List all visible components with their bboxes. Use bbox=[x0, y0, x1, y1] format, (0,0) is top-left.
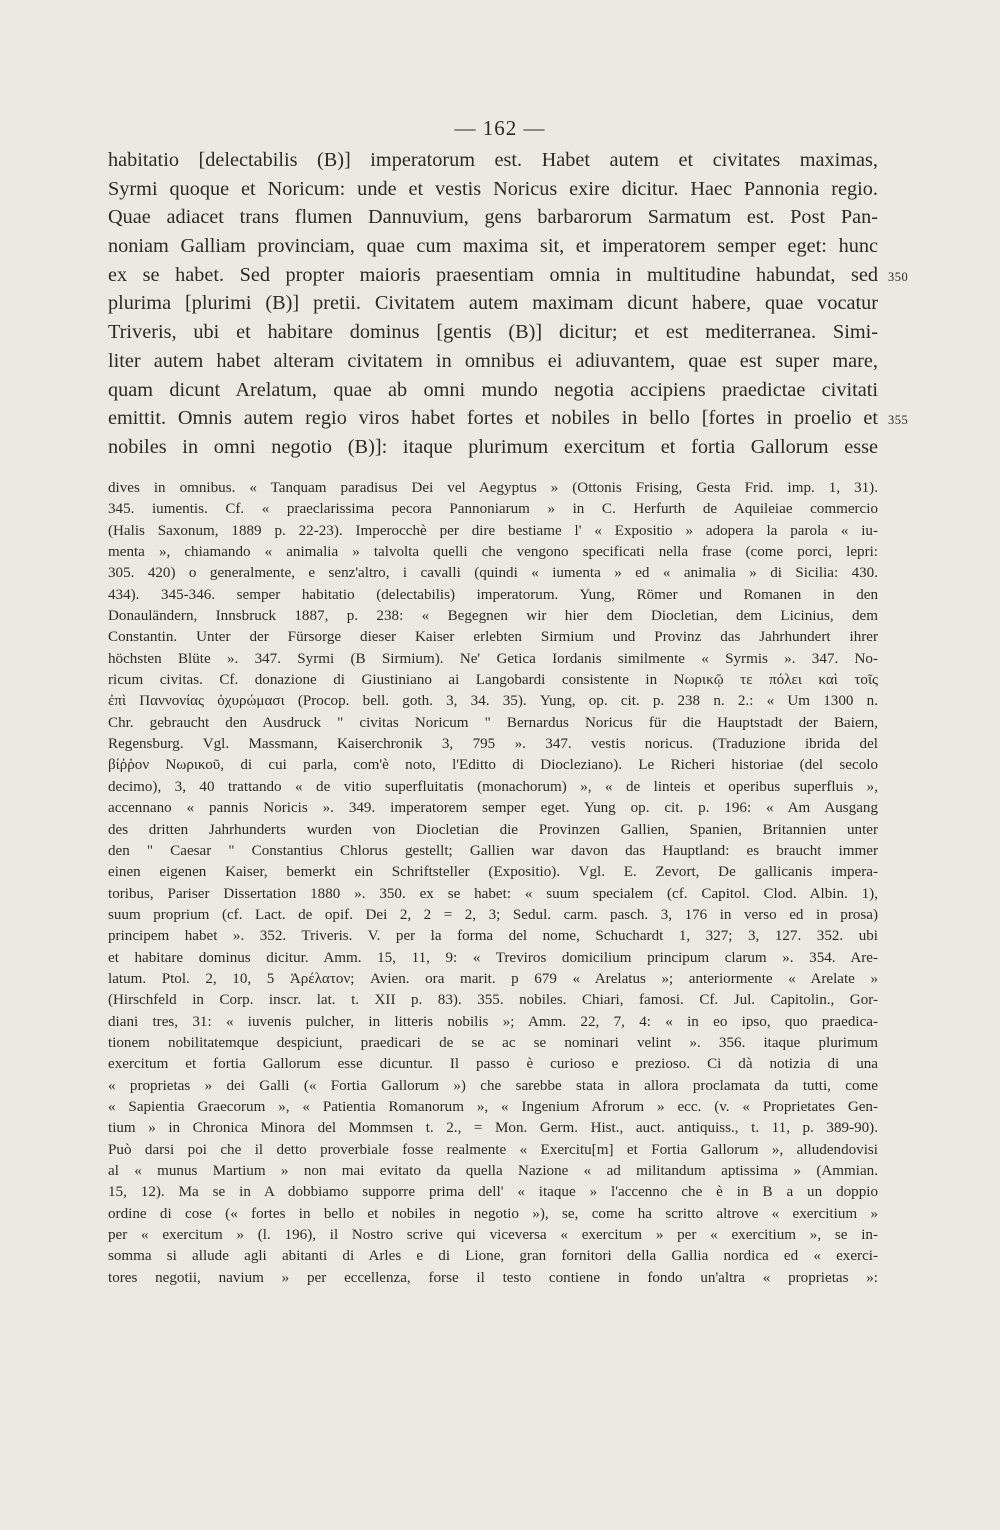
footnote-line: toribus, Pariser Dissertation 1880 ». 350. ex se habet: « suum specialem (cf. Capitol. Clod. Albin. 1), bbox=[108, 885, 878, 902]
footnote-line: tores negotii, navium » per eccellenza, forse il testo contiene in fondo un'altra « proprietas »: bbox=[108, 1269, 878, 1286]
main-text-line bbox=[108, 433, 878, 462]
footnotes bbox=[108, 478, 878, 1289]
footnote-line: per « exercitum » (l. 196), il Nostro scrive qui viceversa « exercitum » per « exercitium », se in- bbox=[108, 1227, 878, 1244]
footnote-line: 434). 345-346. semper habitatio (delectabilis) imperatorum. Yung, Römer und Romanen in den bbox=[108, 586, 878, 603]
main-text-line-content: ex se habet. Sed propter maioris praesentiam omnia in multitudine habundat, sed bbox=[108, 263, 878, 286]
footnote-line: Donauländern, Innsbruck 1887, p. 238: « Begegnen wir hier dem Diocletian, dem Licinius, dem bbox=[108, 608, 878, 625]
footnote-line: dives in omnibus. « Tanquam paradisus Dei vel Aegyptus » (Ottonis Frising, Gesta Frid. imp. 1, 31). bbox=[108, 480, 878, 496]
footnote-line: « proprietas » dei Galli (« Fortia Gallorum ») che sarebbe stata in allora proclamata da tutti, come bbox=[108, 1077, 878, 1094]
main-text-line-content: habitatio [delectabilis (B)] imperatorum est. Habet autem et civitates maximas, bbox=[108, 149, 878, 171]
main-text-line-content: Syrmi quoque et Noricum: unde et vestis Noricus exire dicitur. Haec Pannonia regio. bbox=[108, 177, 878, 200]
footnote-line: Chr. gebraucht den Ausdruck " civitas Noricum " Bernardus Noricus für die Hauptstadt der Baiern, bbox=[108, 714, 878, 731]
main-text-line-content: quam dicunt Arelatum, quae ab omni mundo negotia accipiens praedictae civitati bbox=[108, 378, 878, 401]
footnote-line: somma si allude agli abitanti di Arles e di Lione, gran fornitori della Gallia nordica ed « exerci- bbox=[108, 1248, 878, 1265]
footnote-line: den " Caesar " Constantius Chlorus gestellt; Gallien war davon das Hauptland: es braucht immer bbox=[108, 842, 878, 859]
main-text-line bbox=[108, 376, 878, 405]
footnote-line: « Sapientia Graecorum », « Patientia Romanorum », « Ingenium Afrorum » ecc. (v. « Proprietates Gen- bbox=[108, 1098, 878, 1115]
main-text-line bbox=[108, 289, 878, 318]
main-text-line-content: liter autem habet alteram civitatem in omnibus ei adiuvantem, quae est super mare, bbox=[108, 349, 878, 372]
footnote-line: 305. 420) o generalmente, e senz'altro, i cavalli (quindi « iumenta » ed « animalia » di Sicilia: 430. bbox=[108, 565, 878, 582]
footnote-line: exercitum et fortia Gallorum esse dicuntur. Il passo è curioso e prezioso. Ci dà notizia di una bbox=[108, 1056, 878, 1073]
footnote-line: 345. iumentis. Cf. « praeclarissima pecora Pannoniarum » in C. Herfurth de Aquileiae commercio bbox=[108, 501, 878, 518]
main-text bbox=[108, 146, 909, 462]
main-text-line-content: plurima [plurimi (B)] pretii. Civitatem autem maximam dicunt habere, quae vocatur bbox=[108, 292, 878, 315]
page-number: — 162 — bbox=[454, 116, 546, 140]
footnote-line: Constantin. Unter der Fürsorge dieser Kaiser erlebten Sirmium und Provinz das Jahrhundert ihrer bbox=[108, 629, 878, 646]
footnote-line: al « munus Martium » non mai evitato da quella Nazione « ad militandum aptissima » (Ammian. bbox=[108, 1163, 878, 1179]
footnote-line: einen eigenen Kaiser, bemerkt ein Schriftsteller (Expositio). Vgl. E. Zevort, De gallicanis impera- bbox=[108, 864, 878, 881]
footnote-line: latum. Ptol. 2, 10, 5 Ἀρέλατον; Avien. ora marit. p 679 « Arelatus »; anteriormente « Arelate » bbox=[108, 970, 878, 987]
footnote-line: diani tres, 31: « iuvenis pulcher, in litteris nobilis »; Amm. 22, 7, 4: « in eo ipso, quo praedica- bbox=[108, 1013, 878, 1030]
main-text-line bbox=[108, 232, 878, 261]
footnote-line: (Halis Saxonum, 1889 p. 22-23). Imperocchè per dire bestiame l' « Expositio » adopera la parola « iu- bbox=[108, 522, 878, 539]
footnote-line: ἐπὶ Παννονίας ὀχυρώμασι (Procop. bell. goth. 3, 34. 35). Yung, op. cit. p. 238 n. 2.: « Um 1300 n. bbox=[108, 693, 878, 710]
footnote-line: (Hirschfeld in Corp. inscr. lat. t. XII p. 83). 355. nobiles. Chiari, famosi. Cf. Jul. Capitolin., Gor- bbox=[108, 992, 878, 1009]
main-text-line-content: nobiles in omni negotio (B)]: itaque plurimum exercitum et fortia Gallorum esse bbox=[108, 435, 878, 458]
footnote-line: decimo), 3, 40 trattando « de vitio superfluitatis (monachorum) », « de linteis et operibus superfluis », bbox=[108, 778, 878, 795]
footnote-line: menta », chiamando « animalia » talvolta quelli che vengono specificati nella frase (come porci, lepri: bbox=[108, 544, 878, 561]
main-text-line bbox=[108, 146, 878, 175]
footnote-line: ricum civitas. Cf. donazione di Giustiniano ai Langobardi consistente in Νωρικῷ τε πόλει καὶ τοῖς bbox=[108, 672, 878, 689]
margin-line-number: 350 bbox=[888, 269, 909, 284]
footnote-line: des dritten Jahrhunderts wurden von Diocletian die Provinzen Gallien, Spanien, Britannien unter bbox=[108, 821, 878, 838]
main-text-line bbox=[108, 318, 878, 347]
footnote-line: suum proprium (cf. Lact. de opif. Dei 2, 2 = 2, 3; Sedul. carm. pasch. 3, 176 in verso ed in prosa) bbox=[108, 906, 878, 923]
footnote-line: accennano « pannis Noricis ». 349. imperatorem semper eget. Yung op. cit. p. 196: « Am Ausgang bbox=[108, 800, 878, 817]
footnote-line: ordine di cose (« fortes in bello et nobiles in negotio »), se, come ha scritto altrove « exercitium » bbox=[108, 1205, 878, 1222]
main-text-line bbox=[108, 261, 909, 290]
footnote-line: Può darsi poi che il detto proverbiale fosse realmente « Exercitu[m] et Fortia Gallorum », alludendovisi bbox=[108, 1141, 878, 1158]
footnote-line: 15, 12). Ma se in A dobbiamo supporre prima dell' « itaque » l'accenno che è in B a un doppio bbox=[108, 1184, 878, 1201]
main-text-line bbox=[108, 404, 909, 433]
footnote-line: βίῤῥον Νωρικοῦ, di cui parla, com'è noto, l'Editto di Diocleziano). Le Richeri historiae (del secolo bbox=[108, 757, 878, 774]
main-text-line-content: Quae adiacet trans flumen Dannuvium, gens barbarorum Sarmatum est. Post Pan- bbox=[108, 206, 878, 229]
footnote-line: höchsten Blüte ». 347. Syrmi (B Sirmium). Ne' Getica Iordanis similmente « Syrmis ». 347. No- bbox=[108, 650, 878, 667]
main-text-line-content: noniam Galliam provinciam, quae cum maxima sit, et imperatorem semper eget: hunc bbox=[108, 235, 878, 258]
footnote-line: principem habet ». 352. Triveris. V. per la forma del nome, Schuchardt 1, 327; 3, 127. 352. ubi bbox=[108, 928, 878, 945]
footnote-line: tionem nobilitatemque despiciunt, praedicari de se ac se nominari velint ». 356. itaque plurimum bbox=[108, 1034, 878, 1051]
main-text-line bbox=[108, 175, 878, 204]
margin-line-number: 355 bbox=[888, 413, 909, 428]
footnote-line: Regensburg. Vgl. Massmann, Kaiserchronik 3, 795 ». 347. vestis noricus. (Traduzione ibrida del bbox=[108, 736, 878, 753]
main-text-line bbox=[108, 203, 878, 232]
footnote-line: et habitare dominus dicitur. Amm. 15, 11, 9: « Treviros domicilium principum clarum ». 354. Are- bbox=[108, 949, 878, 966]
main-text-line bbox=[108, 347, 878, 376]
main-text-line-content: emittit. Omnis autem regio viros habet fortes et nobiles in bello [fortes in proelio et bbox=[108, 407, 878, 430]
main-text-line-content: Triveris, ubi et habitare dominus [gentis (B)] dicitur; et est mediterranea. Simi- bbox=[108, 321, 878, 344]
footnote-line: tium » in Chronica Minora del Mommsen t. 2., = Mon. Germ. Hist., auct. antiquiss., t. 11, p. 389-90). bbox=[108, 1120, 878, 1137]
